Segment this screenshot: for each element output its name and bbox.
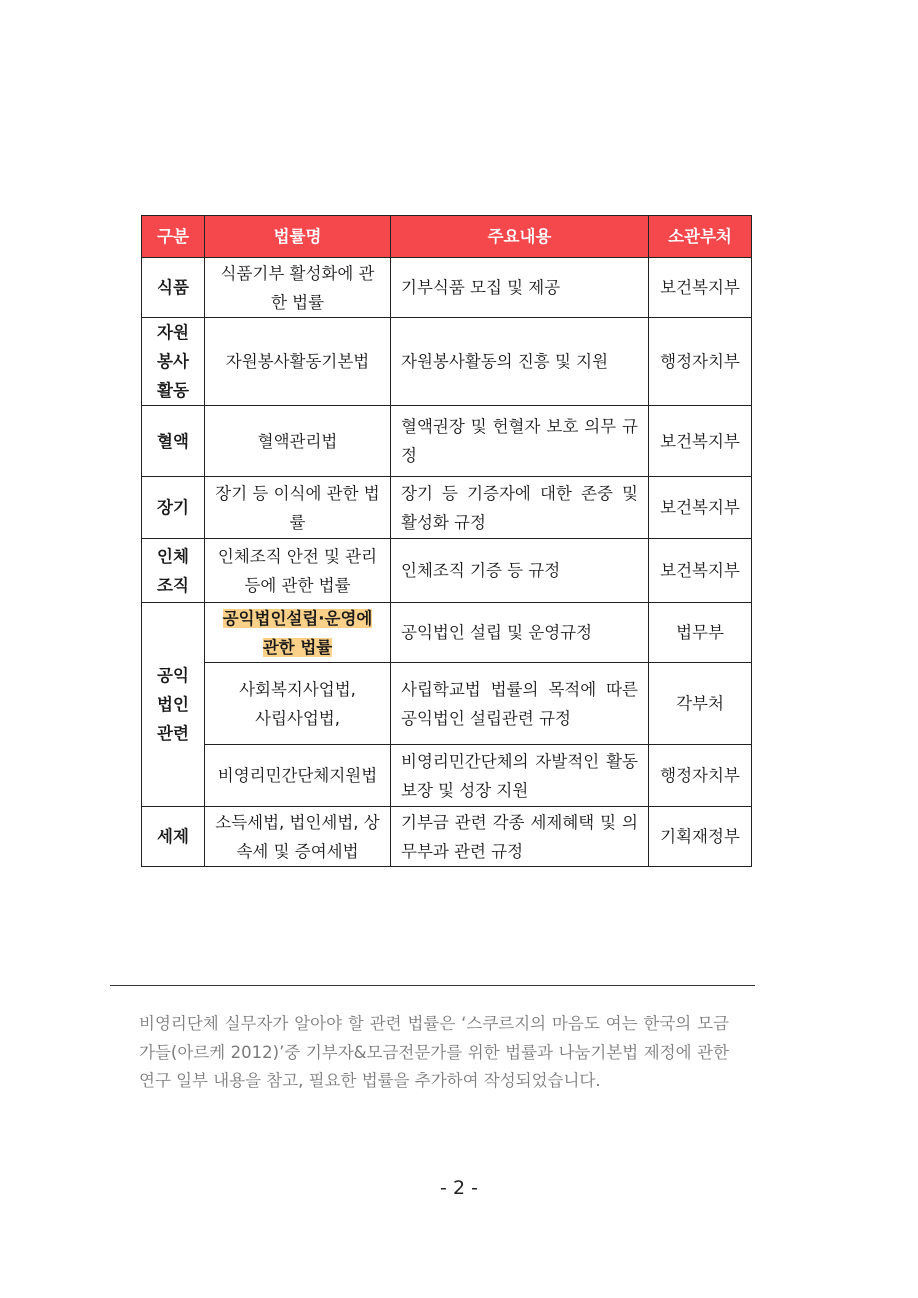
row-dept: 보건복지부 bbox=[649, 406, 752, 477]
category-text: 공익법인관련 bbox=[157, 666, 189, 743]
category-text: 식품 bbox=[157, 278, 189, 297]
table-row bbox=[142, 603, 752, 663]
row-law bbox=[205, 807, 391, 867]
row-dept: 기획재정부 bbox=[649, 807, 752, 867]
row-desc: 기부금 관련 각종 세제혜택 및 의무부과 관련 규정 bbox=[391, 807, 649, 867]
row-category: 장기 bbox=[142, 477, 205, 539]
table-row bbox=[142, 745, 752, 807]
category-text: 인체조직 bbox=[157, 546, 189, 595]
row-desc: 인체조직 기증 등 규정 bbox=[391, 539, 649, 603]
row-dept: 법무부 bbox=[649, 603, 752, 663]
table-row bbox=[142, 807, 752, 867]
law-text: 소득세법, 법인세법, 상속세 및 증여세법 bbox=[215, 812, 380, 861]
table-header-row bbox=[142, 216, 752, 258]
row-desc: 기부식품 모집 및 제공 bbox=[391, 258, 649, 318]
table-row bbox=[142, 258, 752, 318]
page-number: - 2 - bbox=[440, 1177, 478, 1199]
row-dept: 보건복지부 bbox=[649, 477, 752, 539]
row-dept: 행정자치부 bbox=[649, 318, 752, 406]
law-text: 식품기부 활성화에 관한 법률 bbox=[220, 263, 375, 312]
row-category bbox=[142, 603, 205, 807]
row-dept: 각부처 bbox=[649, 663, 752, 745]
category-text: 자원봉사활동 bbox=[157, 323, 189, 400]
table-row bbox=[142, 663, 752, 745]
header-law-name: 법률명 bbox=[205, 216, 391, 258]
row-law: 비영리민간단체지원법 bbox=[205, 745, 391, 807]
header-department: 소관부처 bbox=[649, 216, 752, 258]
law-text: 사회복지사업법, 사립사업법, bbox=[239, 679, 356, 728]
header-category: 구분 bbox=[142, 216, 205, 258]
table-row bbox=[142, 477, 752, 539]
row-category bbox=[142, 318, 205, 406]
row-desc: 사립학교법 법률의 목적에 따른 공익법인 설립관련 규정 bbox=[391, 663, 649, 745]
table-row bbox=[142, 318, 752, 406]
header-main-content: 주요내용 bbox=[391, 216, 649, 258]
row-law: 자원봉사활동기본법 bbox=[205, 318, 391, 406]
row-category: 혈액 bbox=[142, 406, 205, 477]
row-desc: 공익법인 설립 및 운영규정 bbox=[391, 603, 649, 663]
row-desc: 비영리민간단체의 자발적인 활동 보장 및 성장 지원 bbox=[391, 745, 649, 807]
row-law bbox=[205, 663, 391, 745]
table-row bbox=[142, 406, 752, 477]
row-category: 세제 bbox=[142, 807, 205, 867]
law-text: 인체조직 안전 및 관리 등에 관한 법률 bbox=[217, 546, 378, 595]
row-dept: 행정자치부 bbox=[649, 745, 752, 807]
row-law bbox=[205, 603, 391, 663]
law-text: 장기 등 이식에 관한 법률 bbox=[215, 483, 380, 532]
table-row bbox=[142, 539, 752, 603]
row-law bbox=[205, 258, 391, 318]
row-dept: 보건복지부 bbox=[649, 258, 752, 318]
row-desc: 자원봉사활동의 진흥 및 지원 bbox=[391, 318, 649, 406]
highlighted-law-text: 공익법인설립·운영에 관한 법률 bbox=[222, 608, 373, 657]
row-law bbox=[205, 539, 391, 603]
row-law bbox=[205, 477, 391, 539]
row-desc: 혈액권장 및 헌혈자 보호 의무 규정 bbox=[391, 406, 649, 477]
law-table bbox=[141, 215, 752, 867]
row-law: 혈액관리법 bbox=[205, 406, 391, 477]
footnote-text: 비영리단체 실무자가 알아야 할 관련 법률은 ‘스쿠르지의 마음도 여는 한국의 모금가들(아르케 2012)’중 기부자&모금전문가를 위한 법률과 나눔기본법 제정에 관한 연구 일부 내용을 참고, 필요한 법률을 추가하여 작성되었습니다. bbox=[139, 1014, 729, 1090]
row-dept: 보건복지부 bbox=[649, 539, 752, 603]
row-category bbox=[142, 539, 205, 603]
footnote-divider bbox=[110, 985, 755, 986]
row-desc: 장기 등 기증자에 대한 존중 및 활성화 규정 bbox=[391, 477, 649, 539]
row-category bbox=[142, 258, 205, 318]
